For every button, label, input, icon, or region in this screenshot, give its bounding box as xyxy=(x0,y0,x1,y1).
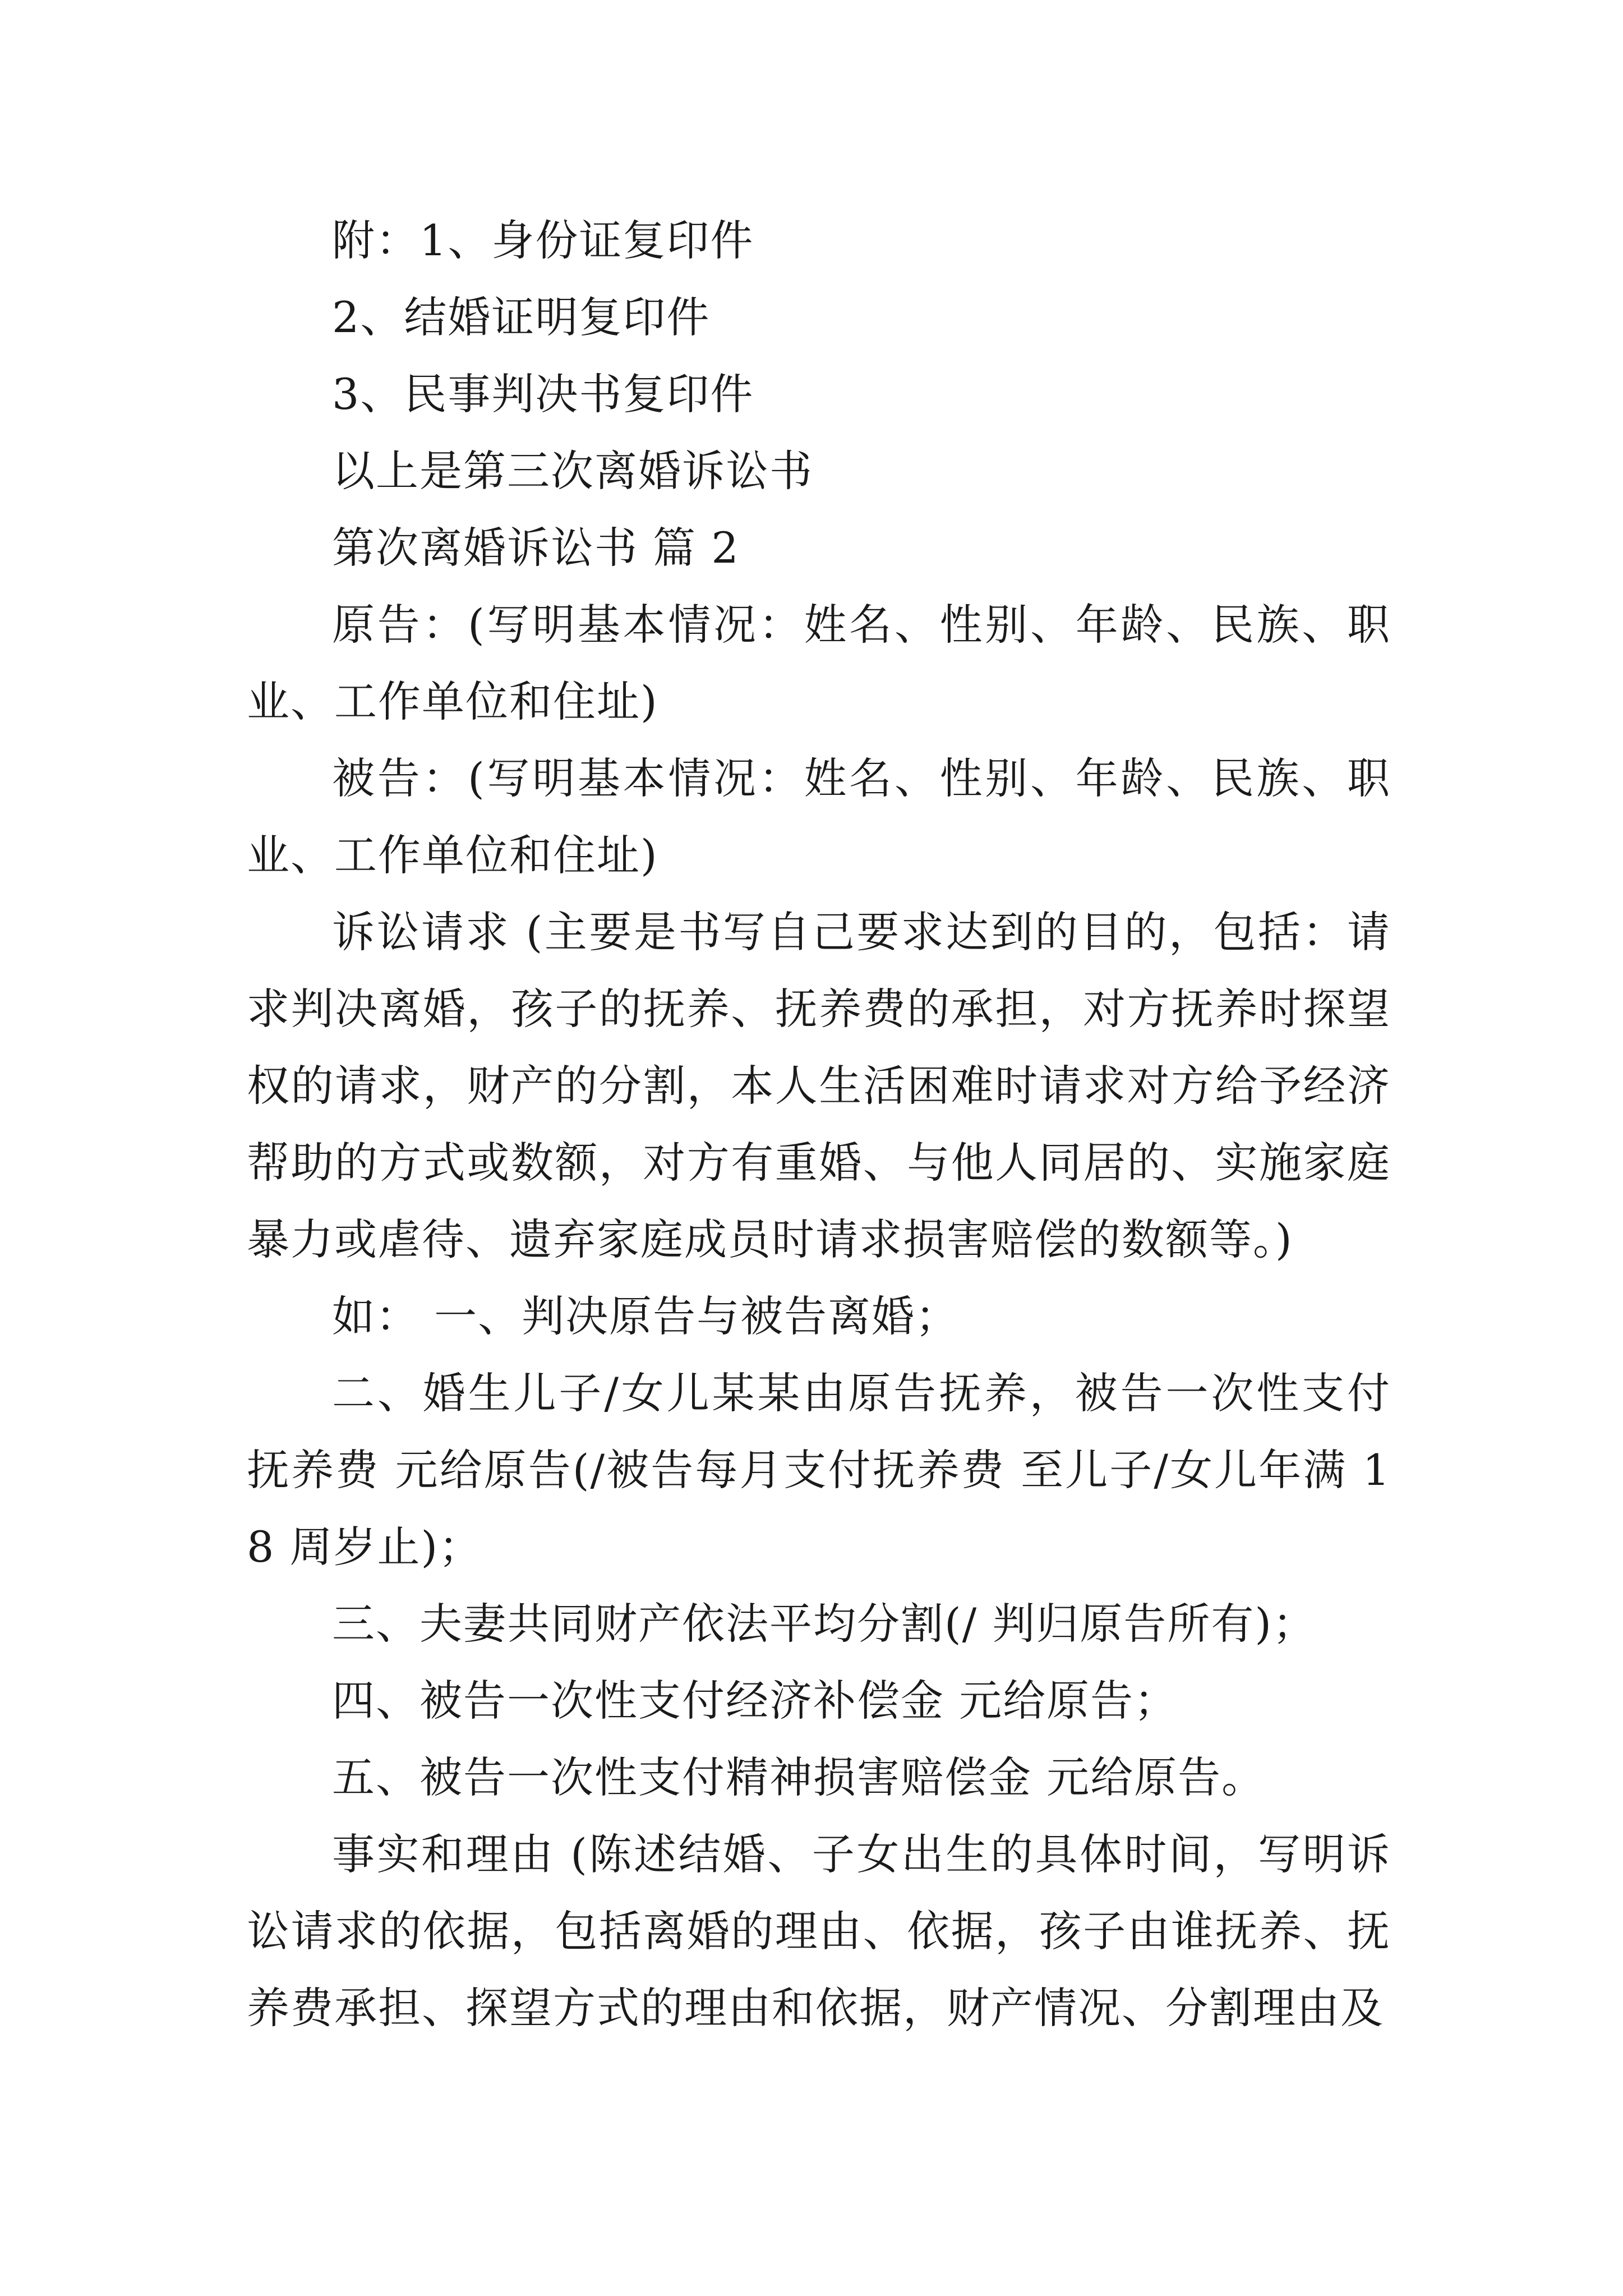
claim-item-4: 四、被告一次性支付经济补偿金 元给原告； xyxy=(332,1676,1178,1726)
attachment-line-2: 2、结婚证明复印件 xyxy=(332,292,711,342)
document-body xyxy=(247,202,1391,2046)
claims-paragraph: 诉讼请求 (主要是书写自己要求达到的目的，包括：请求判决离婚，孩子的抚养、抚养费的承担，对方抚养时探望权的请求，财产的分割，本人生活困难时请求对方给予经济帮助的方式或数额，对方有重婚、与他人同居的、实施家庭暴力或虐待、遗弃家庭成员时请求损害赔偿的数额等。) xyxy=(247,907,1391,1264)
section-heading: 第次离婚诉讼书 篇 2 xyxy=(332,523,740,573)
attachment-line-1: 附：1、身份证复印件 xyxy=(332,215,754,265)
claim-item-2: 二、婚生儿子/女儿某某由原告抚养，被告一次性支付抚养费 元给原告(/被告每月支付抚养费 至儿子/女儿年满 18 周岁止)； xyxy=(247,1368,1391,1572)
attachment-line-3: 3、民事判决书复印件 xyxy=(332,369,754,419)
claim-item-1: 如： 一、判决原告与被告离婚； xyxy=(332,1291,960,1341)
claim-item-3: 三、夫妻共同财产依法平均分割(/ 判归原告所有)； xyxy=(332,1599,1317,1649)
closing-note: 以上是第三次离婚诉讼书 xyxy=(332,446,813,496)
claim-item-5: 五、被告一次性支付精神损害赔偿金 元给原告。 xyxy=(332,1752,1266,1802)
facts-paragraph: 事实和理由 (陈述结婚、子女出生的具体时间，写明诉讼请求的依据，包括离婚的理由、依据，孩子由谁抚养、抚养费承担、探望方式的理由和依据，财产情况、分割理由及 xyxy=(247,1829,1391,2033)
defendant-paragraph: 被告：(写明基本情况：姓名、性别、年龄、民族、职业、工作单位和住址) xyxy=(247,753,1391,880)
plaintiff-paragraph: 原告：(写明基本情况：姓名、性别、年龄、民族、职业、工作单位和住址) xyxy=(247,600,1391,726)
